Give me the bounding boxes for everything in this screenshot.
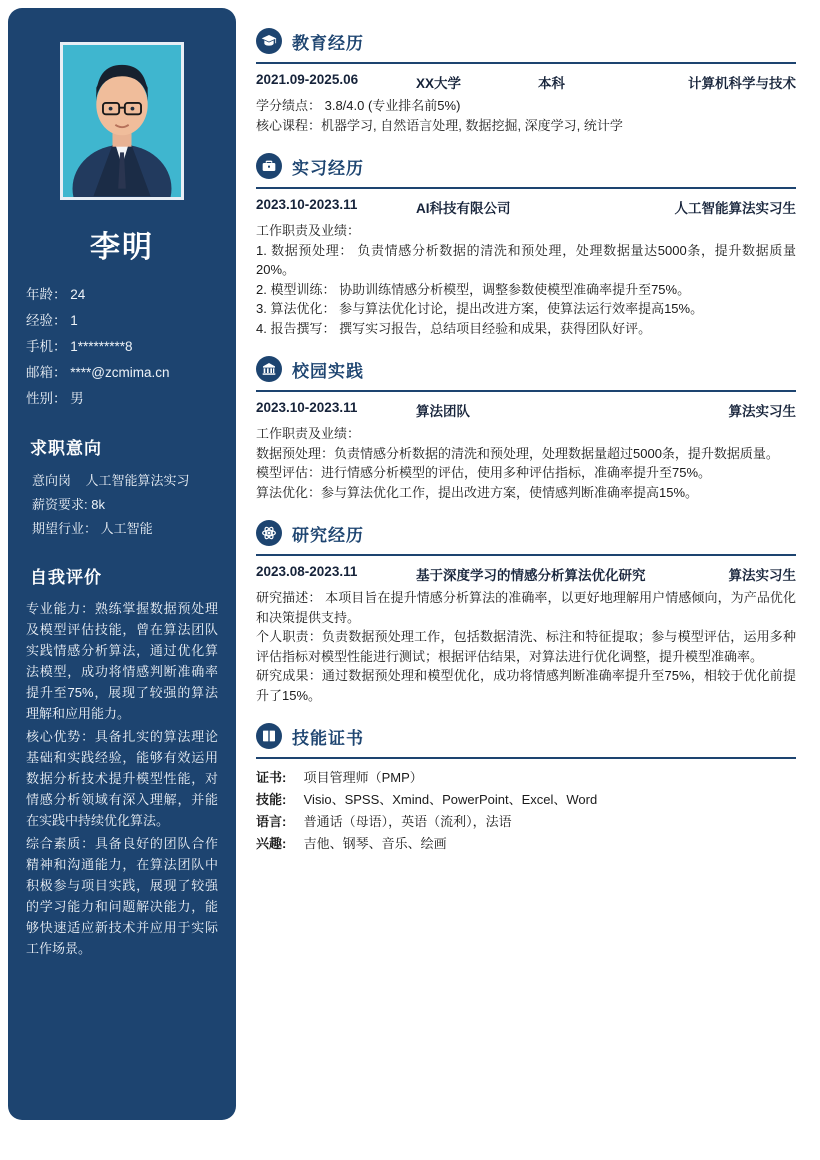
research-role: 算法实习生 [728, 568, 796, 583]
education-entry-header [256, 72, 796, 92]
education-major: 计算机科学与技术 [688, 76, 796, 91]
info-row-experience [26, 308, 218, 334]
research-outcome: 研究成果：通过数据预处理和模型优化，成功将情感判断准确率提升至75%，相较于优化前提升了15%。 [256, 668, 796, 703]
campus-duty: 算法优化：参与算法优化工作，提出改进方案，使情感判断准确率提高15%。 [256, 484, 699, 500]
research-description: 研究描述： 本项目旨在提升情感分析算法的准确率，以更好地理解用户情感倾向，为产品优化和决策提供支持。 [256, 590, 796, 625]
section-divider [256, 187, 796, 189]
internship-duty: 4. 报告撰写： 撰写实习报告，总结项目经验和成果，获得团队好评。 [256, 320, 652, 336]
education-date: 2021.09-2025.06 [256, 72, 359, 87]
job-intent-industry [26, 517, 218, 541]
job-intent-title: 求职意向 [30, 439, 102, 458]
campus-entry-header [256, 400, 796, 420]
campus-date: 2023.10-2023.11 [256, 400, 358, 415]
education-school: XX大学 [416, 76, 462, 91]
campus-subtitle: 工作职责及业绩： [256, 426, 361, 441]
section-divider [256, 390, 796, 392]
education-courses: 核心课程：机器学习, 自然语言处理, 数据挖掘, 深度学习, 统计学 [256, 117, 623, 133]
internship-subtitle: 工作职责及业绩： [256, 223, 361, 238]
self-evaluation-paragraph: 专业能力：熟练掌握数据预处理及模型评估技能，曾在算法团队实践情感分析算法，通过优化算法模型，成功将情感判断准确率提升至75%，展现了较强的算法理解和应用能力。 [26, 601, 218, 721]
info-label: 经验： [26, 313, 67, 328]
info-label: 邮箱： [26, 365, 67, 380]
intent-label: 薪资要求: [32, 497, 88, 512]
campus-role: 算法实习生 [728, 404, 796, 419]
self-evaluation-paragraph: 综合素质：具备良好的团队合作精神和沟通能力，在算法团队中积极参与项目实践，展现了较强的学习能力和问题解决能力，能够快速适应新技术并应用于实际工作场景。 [26, 836, 218, 956]
self-evaluation-title: 自我评价 [30, 568, 102, 587]
section-header [256, 356, 796, 388]
intent-label: 意向岗 [32, 473, 72, 488]
skills-value: 普通话（母语），英语（流利），法语 [303, 814, 512, 829]
avatar [60, 42, 184, 200]
info-row-age [26, 282, 218, 308]
info-row-phone [26, 334, 218, 360]
internship-role: 人工智能算法实习生 [674, 201, 796, 216]
intent-value: 8k [91, 497, 105, 512]
info-row-email [26, 360, 218, 386]
research-responsibility: 个人职责：负责数据预处理工作，包括数据清洗、标注和特征提取；参与模型评估，运用多种评估指标对模型性能进行测试；根据评估结果，对算法进行优化调整，提升模型准确率。 [256, 629, 796, 664]
internship-duty: 3. 算法优化： 参与算法优化讨论，提出改进方案，使算法运行效率提高15%。 [256, 301, 704, 316]
skills-key: 兴趣: [256, 836, 287, 851]
graduation-cap-icon [256, 28, 282, 54]
info-value: 24 [70, 287, 86, 302]
skills-value: 项目管理师（PMP） [303, 770, 423, 785]
internship-entry-header [256, 197, 796, 217]
campus-duty: 模型评估：进行情感分析模型的评估，使用多种评估指标，准确率提升至75%。 [256, 465, 712, 480]
internship-duty: 1. 数据预处理： 负责情感分析数据的清洗和预处理，处理数据量达5000条，提升数据质量20%。 [256, 242, 796, 277]
section-title: 实习经历 [292, 158, 364, 178]
section-skills-certificates [256, 723, 796, 855]
section-title: 研究经历 [292, 525, 364, 545]
section-title: 校园实践 [292, 361, 364, 381]
section-education [256, 28, 796, 135]
portrait-photo-icon [63, 45, 181, 197]
self-evaluation-paragraph: 核心优势：具备扎实的算法理论基础和实践经验，能够有效运用数据分析技术提升模型性能，对情感分析领域有深入理解，并能在实践中持续优化算法。 [26, 729, 218, 828]
atom-icon [256, 520, 282, 546]
info-value: 1 [70, 313, 78, 328]
skills-key: 语言: [256, 814, 287, 829]
skills-value: 吉他、钢琴、音乐、绘画 [303, 836, 447, 851]
skills-value: Visio、SPSS、Xmind、PowerPoint、Excel、Word [303, 792, 598, 807]
education-degree: 本科 [538, 76, 565, 91]
info-row-gender [26, 386, 218, 412]
intent-label: 期望行业： [32, 521, 98, 536]
section-title: 技能证书 [292, 728, 364, 748]
job-intent-salary [26, 493, 218, 517]
certificate-icon [256, 723, 282, 749]
skills-row-languages [256, 811, 796, 833]
campus-team: 算法团队 [416, 404, 470, 419]
info-value: ****@zcmima.cn [70, 365, 170, 380]
section-divider [256, 62, 796, 64]
info-value: 1*********8 [70, 339, 133, 354]
section-header [256, 520, 796, 552]
info-label: 性别： [26, 391, 67, 406]
section-header [256, 153, 796, 185]
internship-date: 2023.10-2023.11 [256, 197, 358, 212]
intent-value: 人工智能 [100, 521, 153, 536]
section-internship [256, 153, 796, 338]
info-label: 年龄： [26, 287, 67, 302]
skills-row-interests [256, 833, 796, 855]
job-intent-position [26, 469, 218, 493]
internship-company: AI科技有限公司 [416, 201, 511, 216]
main-content [256, 28, 796, 873]
skills-row-certificate [256, 767, 796, 789]
person-name: 李明 [90, 231, 154, 264]
briefcase-icon [256, 153, 282, 179]
info-label: 手机： [26, 339, 67, 354]
section-divider [256, 757, 796, 759]
intent-value: 人工智能算法实习 [85, 473, 190, 488]
skills-key: 证书: [256, 770, 287, 785]
research-topic: 基于深度学习的情感分析算法优化研究 [416, 568, 646, 583]
skills-key: 技能: [256, 792, 287, 807]
section-header [256, 28, 796, 60]
research-entry-header [256, 564, 796, 584]
info-value: 男 [70, 391, 84, 406]
education-gpa: 学分绩点： 3.8/4.0 (专业排名前5%) [256, 98, 461, 113]
research-date: 2023.08-2023.11 [256, 564, 358, 579]
internship-duty: 2. 模型训练： 协助训练情感分析模型，调整参数使模型准确率提升至75%。 [256, 281, 691, 297]
section-campus-practice [256, 356, 796, 502]
skills-row-skills [256, 789, 796, 811]
section-title: 教育经历 [292, 33, 364, 53]
section-research [256, 520, 796, 705]
section-header [256, 723, 796, 755]
campus-icon [256, 356, 282, 382]
sidebar [8, 8, 236, 1120]
section-divider [256, 554, 796, 556]
campus-duty: 数据预处理：负责情感分析数据的清洗和预处理，处理数据量超过5000条，提升数据质量。 [256, 445, 779, 461]
